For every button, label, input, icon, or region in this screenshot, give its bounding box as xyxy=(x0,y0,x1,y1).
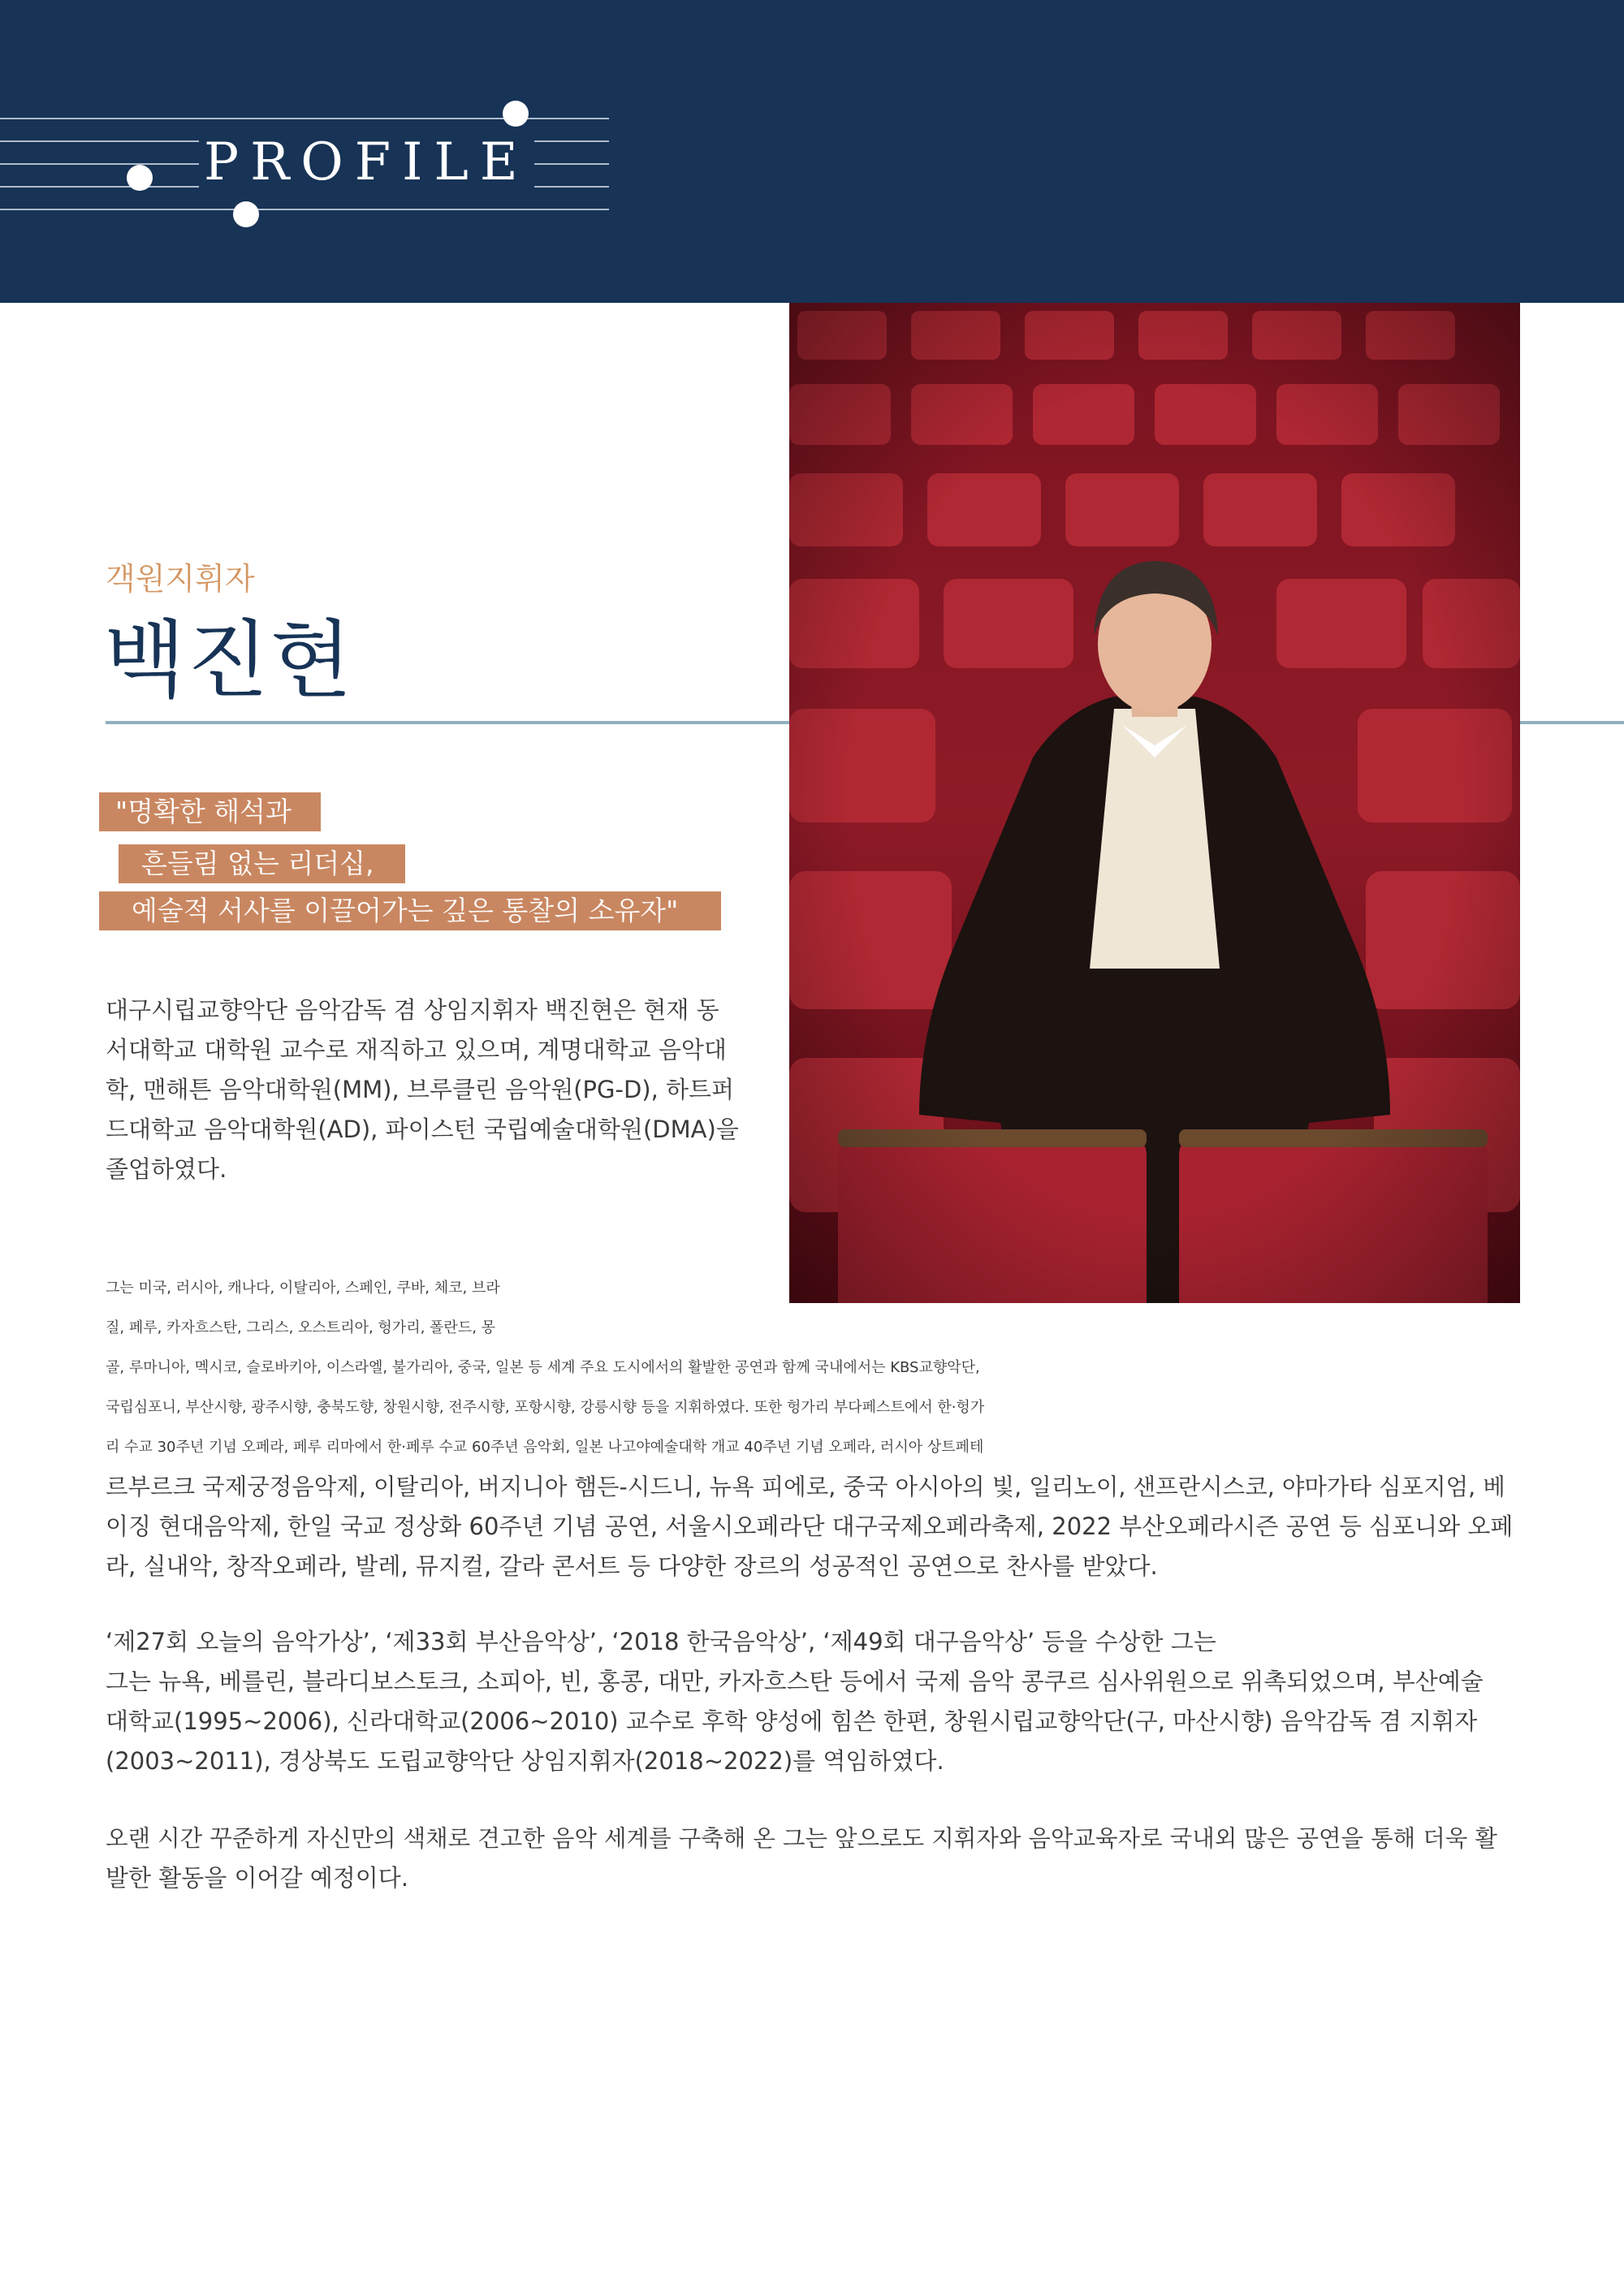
bio-line: 이징 현대음악제, 한일 국교 정상화 60주년 기념 공연, 서울시오페라단 대구국제오페라축제, 2022 부산오페라시즌 공연 등 심포니와 오페 xyxy=(106,1513,1514,1540)
bio-line: 학, 맨해튼 음악대학원(MM), 브루클린 음악원(PG-D), 하트퍼 xyxy=(106,1076,735,1103)
bio-line: 드대학교 음악대학원(AD), 파이스턴 국립예술대학원(DMA)을 xyxy=(106,1116,739,1143)
bio-line: 국립심포니, 부산시향, 광주시향, 충북도향, 창원시향, 전주시향, 포항시향, 강릉시향 등을 지휘하였다. 또한 헝가리 부다페스트에서 한·헝가 xyxy=(106,1399,985,1416)
bio-line: 라, 실내악, 창작오페라, 발레, 뮤지컬, 갈라 콘서트 등 다양한 장르의 성공적인 공연으로 찬사를 받았다. xyxy=(106,1552,1158,1580)
bio-paragraph-2 xyxy=(106,1268,1513,1586)
bio-line: 졸업하였다. xyxy=(106,1155,227,1183)
quote-line: 흔들림 없는 리더십, xyxy=(119,844,405,883)
bio-line: 르부르크 국제궁정음악제, 이탈리아, 버지니아 햄든-시드니, 뉴욕 피에로, 중국 아시아의 빛, 일리노이, 샌프란시스코, 야마가타 심포지엄, 베 xyxy=(106,1474,1505,1500)
quote-line: 예술적 서사를 이끌어가는 깊은 통찰의 소유자" xyxy=(99,891,721,930)
role-subtitle: 객원지휘자 xyxy=(106,561,255,597)
note-dot-icon xyxy=(233,201,259,227)
bio-line: 오랜 시간 꾸준하게 자신만의 색채로 견고한 음악 세계를 구축해 온 그는 앞으로도 지휘자와 음악교육자로 국내외 많은 공연을 통해 더욱 활 xyxy=(106,1825,1497,1852)
bio-line: 대구시립교향악단 음악감독 겸 상임지휘자 백진현은 현재 동 xyxy=(106,996,719,1024)
bio-line: 대학교(1995~2006), 신라대학교(2006~2010) 교수로 후학 양성에 힘쓴 한편, 창원시립교향악단(구, 마산시향) 음악감독 겸 지휘자 xyxy=(106,1707,1478,1735)
bio-paragraph-4 xyxy=(106,1819,1497,1898)
header-banner xyxy=(0,0,1624,303)
quote-line: "명확한 해석과 xyxy=(99,792,321,831)
conductor-portrait-image xyxy=(789,303,1520,1303)
bio-line: 발한 활동을 이어갈 예정이다. xyxy=(106,1864,409,1892)
bio-line: 리 수교 30주년 기념 오페라, 페루 리마에서 한·페루 수교 60주년 음악회, 일본 나고야예술대학 개교 40주년 기념 오페라, 러시아 상트페테 xyxy=(106,1439,984,1456)
note-dot-icon xyxy=(503,101,529,127)
conductor-name: 백진현 xyxy=(104,611,354,710)
bio-line: 골, 루마니아, 멕시코, 슬로바키아, 이스라엘, 불가리아, 중국, 일본 등 세계 주요 도시에서의 활발한 공연과 함께 국내에서는 KBS교향악단, xyxy=(106,1359,980,1376)
bio-paragraph-1 xyxy=(106,990,739,1189)
bio-line: ‘제27회 오늘의 음악가상’, ‘제33회 부산음악상’, ‘2018 한국음악상’, ‘제49회 대구음악상’ 등을 수상한 그는 xyxy=(106,1628,1216,1655)
page-title: PROFILE xyxy=(199,130,534,195)
bio-paragraph-3 xyxy=(106,1622,1484,1781)
bio-line: 그는 미국, 러시아, 캐나다, 이탈리아, 스페인, 쿠바, 체코, 브라 xyxy=(106,1280,500,1297)
note-dot-icon xyxy=(127,165,153,191)
bio-line: 그는 뉴욕, 베를린, 블라디보스토크, 소피아, 빈, 홍콩, 대만, 카자흐스탄 등에서 국제 음악 콩쿠르 심사위원으로 위촉되었으며, 부산예술 xyxy=(106,1668,1484,1695)
bio-line: 서대학교 대학원 교수로 재직하고 있으며, 계명대학교 음악대 xyxy=(106,1036,727,1064)
bio-line: (2003~2011), 경상북도 도립교향악단 상임지휘자(2018~2022)를 역임하였다. xyxy=(106,1747,944,1775)
bio-line: 질, 페루, 카자흐스탄, 그리스, 오스트리아, 헝가리, 폴란드, 몽 xyxy=(106,1319,496,1336)
